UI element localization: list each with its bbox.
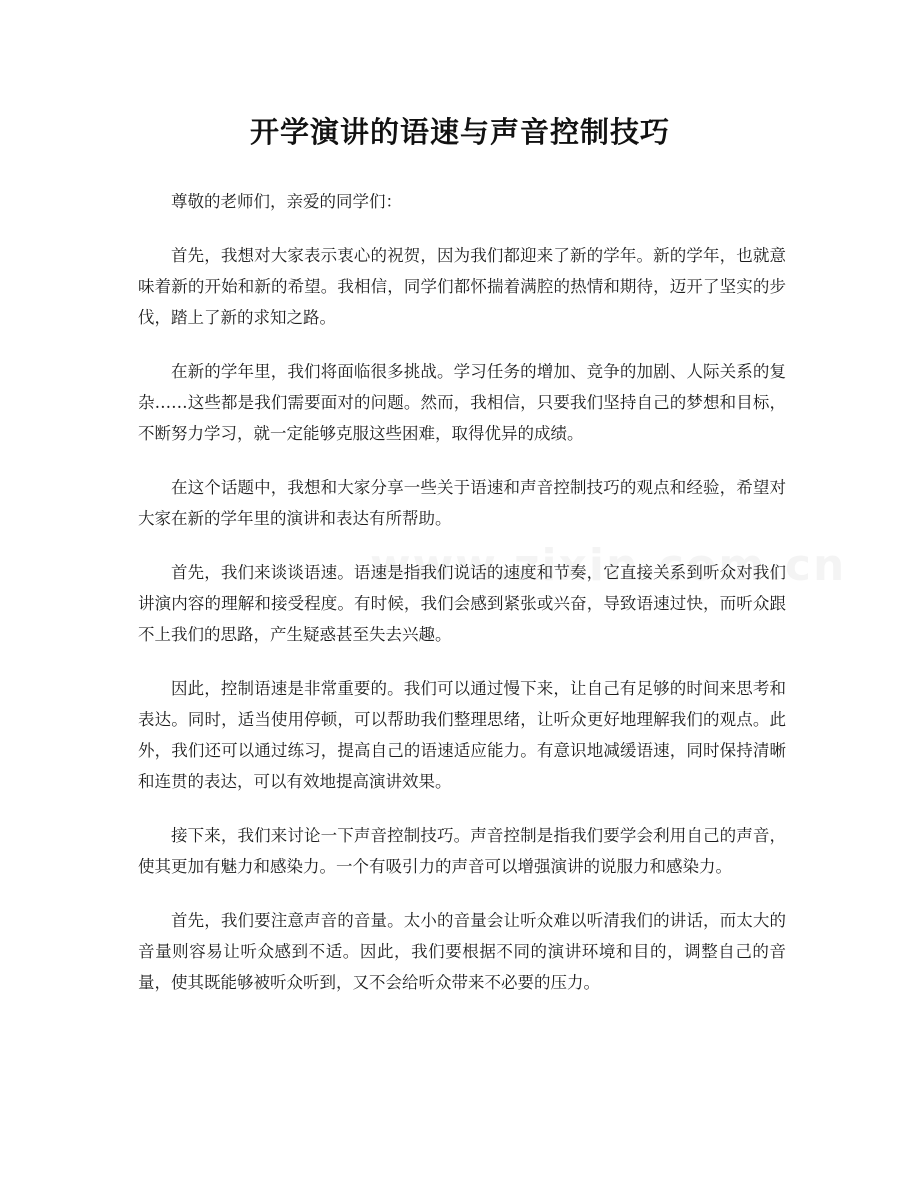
document-body	[138, 186, 786, 1021]
document-title: 开学演讲的语速与声音控制技巧	[249, 115, 670, 149]
body-paragraph: 因此，控制语速是非常重要的。我们可以通过慢下来，让自己有足够的时间来思考和表达。同时，适当使用停顿，可以帮助我们整理思绪，让听众更好地理解我们的观点。此外，我们还可以通过练习，提高自己的语速适应能力。有意识地减缓语速，同时保持清晰和连贯的表达，可以有效地提高演讲效果。	[138, 679, 786, 791]
body-paragraph: 在这个话题中，我想和大家分享一些关于语速和声音控制技巧的观点和经验，希望对大家在新的学年里的演讲和表达有所帮助。	[138, 478, 786, 528]
body-paragraph: 接下来，我们来讨论一下声音控制技巧。声音控制是指我们要学会利用自己的声音，使其更加有魅力和感染力。一个有吸引力的声音可以增强演讲的说服力和感染力。	[138, 826, 786, 876]
greeting-paragraph: 尊敬的老师们，亲爱的同学们：	[171, 192, 402, 211]
body-paragraph: 首先，我们要注意声音的音量。太小的音量会让听众难以听清我们的讲话，而太大的音量则容易让听众感到不适。因此，我们要根据不同的演讲环境和目的，调整自己的音量，使其既能够被听众听到，又不会给听众带来不必要的压力。	[138, 911, 786, 992]
body-paragraph: 首先，我想对大家表示衷心的祝贺，因为我们都迎来了新的学年。新的学年，也就意味着新的开始和新的希望。我相信，同学们都怀揣着满腔的热情和期待，迈开了坚实的步伐，踏上了新的求知之路。	[138, 246, 786, 327]
body-paragraph: 在新的学年里，我们将面临很多挑战。学习任务的增加、竞争的加剧、人际关系的复杂……这些都是我们需要面对的问题。然而，我相信，只要我们坚持自己的梦想和目标，不断努力学习，就一定能够克服这些困难，取得优异的成绩。	[138, 362, 786, 443]
body-paragraph: 首先，我们来谈谈语速。语速是指我们说话的速度和节奏，它直接关系到听众对我们讲演内容的理解和接受程度。有时候，我们会感到紧张或兴奋，导致语速过快，而听众跟不上我们的思路，产生疑惑甚至失去兴趣。	[138, 563, 786, 644]
